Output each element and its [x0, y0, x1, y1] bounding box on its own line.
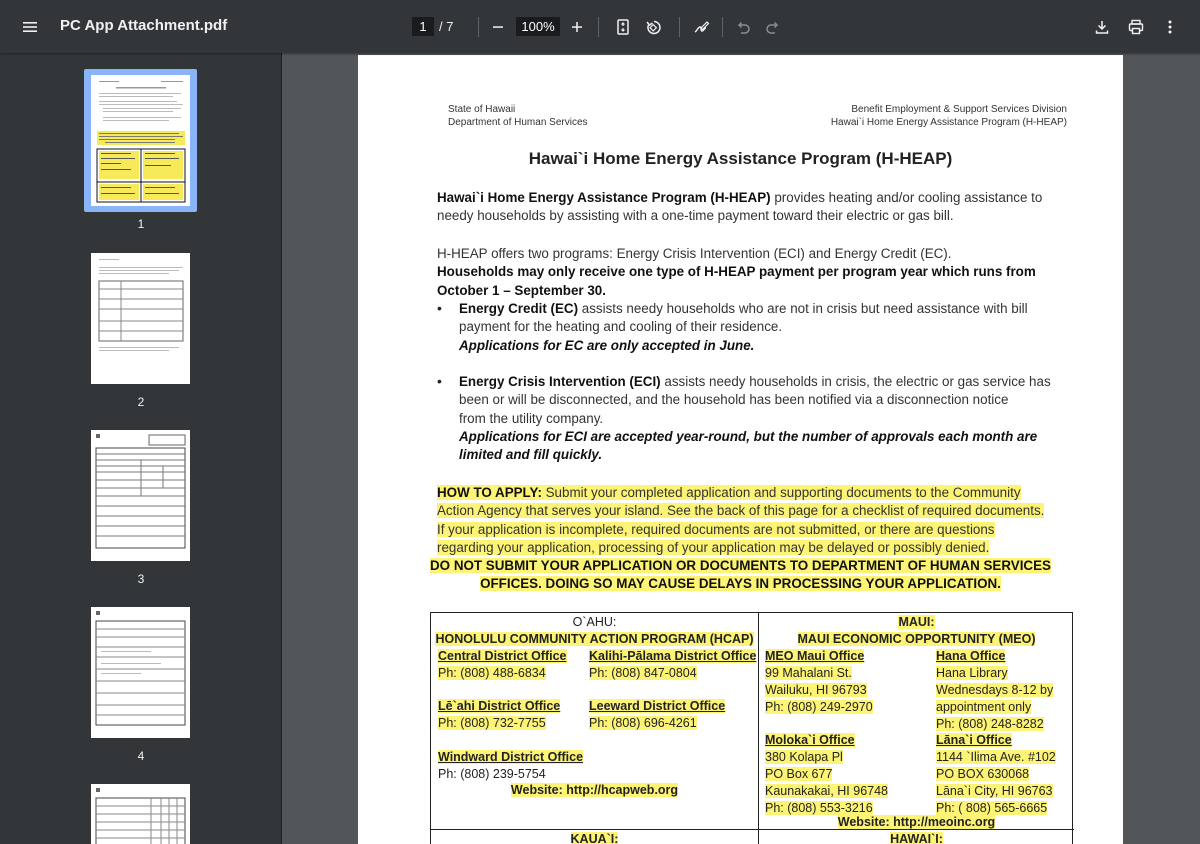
oahu-website-text: Website: http://hcapweb.org — [510, 783, 679, 797]
rotate-icon[interactable] — [637, 11, 669, 43]
office-city: Lāna`i City, HI 96763 — [936, 783, 1053, 798]
oahu-agency: HONOLULU COMMUNITY ACTION PROGRAM (HCAP) — [435, 631, 754, 646]
programs-paragraph — [437, 245, 1097, 300]
bullet-icon: • — [437, 373, 442, 389]
maui-agency: MAUI ECONOMIC OPPORTUNITY (MEO) — [797, 631, 1036, 646]
office-phone: Ph: (808) 488-6834 — [438, 665, 546, 680]
oahu-office-kalihi — [589, 648, 756, 682]
office-phone: Ph: ( 808) 565-6665 — [936, 800, 1048, 815]
oahu-office-leahi — [438, 698, 560, 732]
oahu-office-leeward — [589, 698, 725, 732]
kauai-header — [431, 831, 758, 844]
toolbar-divider — [679, 17, 680, 37]
ec-text-line2: payment for the heating and cooling of their residence. — [459, 319, 783, 335]
kauai-island: KAUA`I: — [570, 832, 619, 844]
eci-text: assists needy households in crisis, the electric or gas service has — [660, 374, 1051, 389]
toolbar-divider — [598, 17, 599, 37]
eci-bold: Energy Crisis Intervention (ECI) — [459, 374, 661, 389]
bullet-icon: • — [437, 300, 442, 316]
office-phone: Ph: (808) 847-0804 — [589, 665, 697, 680]
header-department: Department of Human Services — [448, 117, 588, 128]
header-state: State of Hawaii — [448, 104, 516, 115]
office-name: Lāna`i Office — [936, 733, 1012, 747]
intro-text: provides heating and/or cooling assistance to — [770, 190, 1043, 205]
thumbnail-label: 1 — [137, 217, 145, 231]
thumbnail-page-5[interactable] — [91, 784, 190, 844]
undo-icon[interactable] — [727, 11, 759, 43]
menu-icon[interactable] — [14, 11, 46, 43]
maui-website-text: Website: http://meoinc.org — [837, 815, 996, 829]
hawaii-island: HAWAI`I: — [890, 832, 943, 844]
maui-island: MAUI: — [898, 615, 935, 629]
how-to-apply-label: HOW TO APPLY: — [437, 485, 542, 500]
print-icon[interactable] — [1120, 11, 1152, 43]
maui-header — [759, 614, 1074, 648]
office-phone: Ph: (808) 553-3216 — [765, 800, 873, 815]
office-phone: Ph: (808) 249-2970 — [765, 699, 873, 714]
ec-text: assists needy households who are not in crisis but need assistance with bill — [578, 301, 1028, 316]
page-total: / 7 — [439, 19, 454, 34]
header-division: Benefit Employment & Support Services Division — [851, 104, 1067, 115]
office-name: Moloka`i Office — [765, 733, 855, 747]
how-to-apply-line3: If your application is incomplete, required documents are not submitted, or there are questions — [437, 521, 995, 537]
thumbnail-page-3[interactable] — [91, 430, 190, 561]
warning-block — [358, 557, 1123, 594]
thumbnail-label: 3 — [137, 572, 145, 586]
eci-bullet — [459, 373, 1099, 464]
pdf-toolbar — [0, 0, 1200, 53]
warning-line1: DO NOT SUBMIT YOUR APPLICATION OR DOCUMENTS TO DEPARTMENT OF HUMAN SERVICES — [430, 558, 1051, 573]
thumbnail-label: 4 — [137, 749, 145, 763]
more-options-icon[interactable] — [1154, 11, 1186, 43]
redo-icon[interactable] — [757, 11, 789, 43]
office-name: Lē`ahi District Office — [438, 699, 561, 713]
thumbnail-label: 2 — [137, 395, 145, 409]
maui-office-meo — [765, 648, 873, 716]
how-to-apply — [437, 484, 1097, 557]
document-viewer[interactable] — [283, 53, 1200, 844]
zoom-out-button[interactable] — [482, 11, 514, 43]
hawaii-header — [759, 831, 1074, 844]
office-address: Hana Library — [936, 665, 1008, 680]
oahu-website — [431, 782, 758, 799]
toolbar-divider — [478, 17, 479, 37]
oahu-header — [431, 614, 758, 648]
office-address: 380 Kolapa Pl — [765, 749, 843, 764]
zoom-level-input[interactable]: 100% — [516, 17, 560, 36]
annotate-pen-icon[interactable] — [685, 11, 717, 43]
ec-bold: Energy Credit (EC) — [459, 301, 579, 316]
office-name: Central District Office — [438, 649, 567, 663]
download-icon[interactable] — [1086, 11, 1118, 43]
eci-text-line2: been or will be disconnected, and the household has been notified via a disconnection notice — [459, 392, 1009, 408]
maui-office-hana — [936, 648, 1053, 733]
eci-note-line2: limited and fill quickly. — [459, 447, 603, 463]
office-city: Kaunakakai, HI 96748 — [765, 783, 889, 798]
office-po-box: PO Box 677 — [765, 766, 833, 781]
eci-note: Applications for ECI are accepted year-round, but the number of approvals each month are — [459, 428, 1038, 444]
office-name: Leeward District Office — [589, 699, 726, 713]
office-phone: Ph: (808) 732-7755 — [438, 715, 546, 730]
how-to-apply-line2: Action Agency that serves your island. See the back of this page for a checklist of required documents. — [437, 503, 1045, 519]
how-to-apply-text: Submit your completed application and supporting documents to the Community — [541, 485, 1021, 500]
maui-office-molokai — [765, 732, 888, 817]
programs-text: H-HEAP offers two programs: Energy Crisis Intervention (ECI) and Energy Credit (EC). — [437, 246, 952, 261]
office-name: Windward District Office — [438, 750, 584, 764]
document-heading: Hawai`i Home Energy Assistance Program (H-HEAP) — [528, 149, 953, 168]
pdf-page-1 — [358, 55, 1123, 844]
office-phone: Ph: (808) 696-4261 — [589, 715, 697, 730]
programs-dates: October 1 – September 30. — [437, 282, 606, 298]
header-left — [448, 103, 588, 129]
header-program: Hawai`i Home Energy Assistance Program (H-HEAP) — [830, 117, 1067, 128]
programs-rule: Households may only receive one type of H-HEAP payment per program year which runs from — [437, 264, 1036, 280]
ec-bullet — [459, 300, 1099, 355]
office-phone: Ph: (808) 239-5754 — [438, 766, 546, 781]
header-right — [831, 103, 1067, 129]
table-row-divider — [431, 829, 1074, 830]
office-name: Kalihi-Pālama District Office — [589, 649, 757, 663]
zoom-in-button[interactable] — [561, 11, 593, 43]
intro-text-line2: needy households by assisting with a one-time payment toward their electric or gas bill. — [437, 208, 954, 224]
office-name: Hana Office — [936, 649, 1006, 663]
office-city: Wailuku, HI 96793 — [765, 682, 867, 697]
thumbnail-page-1[interactable] — [91, 75, 190, 206]
office-hours: Wednesdays 8-12 by — [936, 682, 1054, 697]
warning-line2: OFFICES. DOING SO MAY CAUSE DELAYS IN PROCESSING YOUR APPLICATION. — [480, 576, 1001, 592]
thumbnail-page-2[interactable] — [91, 253, 190, 384]
intro-bold: Hawai`i Home Energy Assistance Program (H-HEAP) — [437, 190, 771, 205]
ec-note: Applications for EC are only accepted in June. — [459, 337, 755, 353]
office-hours-note: appointment only — [936, 699, 1032, 714]
thumbnail-sidebar — [0, 53, 282, 844]
oahu-office-windward — [438, 749, 583, 783]
document-title: PC App Attachment.pdf — [60, 17, 228, 34]
oahu-island: O`AHU: — [572, 615, 617, 629]
how-to-apply-line4: regarding your application, processing of your application may be delayed or possibly denied. — [437, 539, 990, 555]
oahu-office-central — [438, 648, 567, 682]
intro-paragraph — [437, 189, 1097, 226]
office-address: 1144 `Ilima Ave. #102 — [936, 749, 1056, 764]
maui-office-lanai — [936, 732, 1056, 817]
office-phone: Ph: (808) 248-8282 — [936, 716, 1044, 731]
office-table — [430, 612, 1073, 844]
toolbar-divider — [722, 17, 723, 37]
office-po-box: PO BOX 630068 — [936, 766, 1030, 781]
maui-website — [759, 816, 1074, 829]
office-name: MEO Maui Office — [765, 649, 865, 663]
eci-text-line3: from the utility company. — [459, 410, 604, 426]
thumbnail-page-4[interactable] — [91, 607, 190, 738]
page-number-input[interactable]: 1 — [412, 17, 434, 36]
fit-page-icon[interactable] — [607, 11, 639, 43]
office-address: 99 Mahalani St. — [765, 665, 852, 680]
